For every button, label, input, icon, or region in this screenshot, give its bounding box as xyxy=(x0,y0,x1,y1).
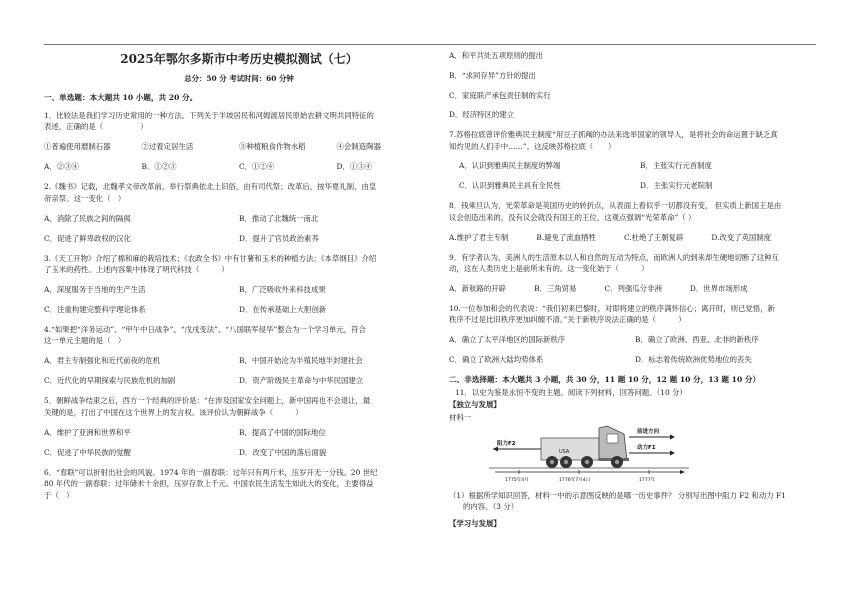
right-column xyxy=(449,50,821,532)
q3-option-c[interactable]: C．注重构建完整科学理论体系 xyxy=(44,305,146,315)
question-3-options xyxy=(44,284,434,315)
q8-option-d[interactable]: D.改变了英国制度 xyxy=(711,232,772,242)
usa-label: USA xyxy=(559,448,570,455)
q5-option-a[interactable]: A．维护了亚洲和世界和平 xyxy=(44,427,131,437)
q2-option-a[interactable]: A．消除了民族之间的隔阂 xyxy=(44,213,131,223)
exam-title: 2025年鄂尔多斯市中考历史模拟测试（七） xyxy=(120,52,358,66)
question-10-options xyxy=(449,334,821,365)
q3-option-d[interactable]: D．在传承基础上大胆创新 xyxy=(239,305,327,315)
q5-option-b[interactable]: B．提高了中国的国际地位 xyxy=(239,427,326,437)
left-column xyxy=(44,50,434,510)
material-1-figure xyxy=(449,424,821,486)
q4-option-c[interactable]: C．近代化的早期探索与民族危机的加剧 xyxy=(44,376,176,386)
material-1-label: 材料一 xyxy=(449,413,472,423)
question-8-stem: 8．钱乘旦认为，光荣革命是英国历史的转折点，从表面上看似乎一切都没有变， 但实质上新国王是由 议会创造出来的，没有议会就没有国王的王位，这观点强调“光荣革命”（ ） xyxy=(449,201,782,222)
q1-item: ①普遍使用磨制石器 xyxy=(44,142,111,152)
question-9-options xyxy=(449,283,821,294)
q9-option-b[interactable]: B．三角贸易 xyxy=(534,283,577,293)
truck-window xyxy=(607,434,618,443)
q10-option-b[interactable]: B．确立了欧洲、西亚、北非的新秩序 xyxy=(635,335,759,344)
q10-option-a[interactable]: A．确立了太平洋地区的国际新秩序 xyxy=(449,335,566,344)
question-2-stem: 2.《魏书》记载，北魏孝文帝改革前，举行祭典依北土旧俗，由有司代祭；改革后，按华夏礼制，由皇 帝亲祭。这一变化（ ） xyxy=(44,182,377,203)
q9-option-a[interactable]: A．新航路的开辟 xyxy=(449,283,507,293)
question-6-stem: 6．“春联”可以折射出社会的风貌。1974 年的一副春联：过年只有两斤米，压岁开无一分钱。20 世纪 80 年代的一副春联：过年储米十余担，压岁存款上千元。中国农民生活发生如此大的变化，主要得益 于（ ） xyxy=(44,467,378,500)
q6-option-b[interactable]: B．“求同存异”方针的提出 xyxy=(449,70,536,80)
direction-label: 前进方向 xyxy=(637,428,660,435)
q6-option-a[interactable]: A．和平共处五项原则的提出 xyxy=(449,51,544,60)
q4-option-a[interactable]: A．君主专制强化和近代前夜的危机 xyxy=(44,356,161,366)
force-f1-label: 动力F1 xyxy=(637,444,656,451)
q10-option-c[interactable]: C．确立了欧洲大陆均势体系 xyxy=(449,355,544,364)
question-4-options xyxy=(44,355,434,386)
q10-option-d[interactable]: D．标志着传统欧洲优势地位的丧失 xyxy=(635,355,752,364)
timeline-label-2: 1776年7月4日 xyxy=(559,477,591,483)
q7-option-d[interactable]: D．主张实行元老院制 xyxy=(640,181,713,191)
question-7-options xyxy=(449,160,821,191)
q1-option-b[interactable]: B．①②③ xyxy=(141,162,177,172)
q8-option-b[interactable]: B.避免了流血牺牲 xyxy=(536,232,596,242)
subheading-learning: 【学习与发展】 xyxy=(449,519,501,529)
question-11-stem: 11．以史为鉴是永恒不变的主题。阅读下列材料，回答问题。（10 分） xyxy=(455,388,687,398)
q6-option-c[interactable]: C．家庭联产承包责任制的实行 xyxy=(449,90,551,100)
question-1-options xyxy=(44,161,434,172)
q4-option-b[interactable]: B．中国开始沦为半殖民地半封建社会 xyxy=(239,356,363,366)
question-6-options xyxy=(449,50,821,121)
q9-option-d[interactable]: D．世界市场形成 xyxy=(689,283,748,293)
subheading-independence: 【独立与发展】 xyxy=(449,399,501,409)
q5-option-d[interactable]: D．改变了中国的落后面貌 xyxy=(239,447,327,457)
question-5-stem: 5．朝鲜战争结束之后，西方一个经典的评价是：“在涉及国家安全问题上，新中国再也不会退让，最 关键的是，打出了中国在这个世界上的发言权。该评价认为朝鲜战争（ ） xyxy=(44,396,371,417)
q7-option-b[interactable]: B．主张实行元首制度 xyxy=(640,161,712,171)
q3-option-b[interactable]: B．广泛吸收外来科技成果 xyxy=(239,285,326,295)
q6-option-d[interactable]: D．经济特区的建立 xyxy=(449,110,515,120)
q7-option-a[interactable]: A．认识到雅典民主制度的弊端 xyxy=(459,161,561,171)
question-1-stem: 1．比较法是我们学习历史常用的一种方法。下列关于半坡居民和河姆渡居民原始农耕文明共同特征的 表述，正确的是（ ） xyxy=(44,110,374,132)
q1-item: ④会制造陶器 xyxy=(336,142,381,152)
q1-option-c[interactable]: C．①②④ xyxy=(239,162,275,172)
section-heading-1: 一、单选题：本大题共 10 小题，共 20 分。 xyxy=(44,93,198,103)
header-rule xyxy=(44,44,816,45)
question-7-stem: 7.苏格拉底曾评价雅典民主制度“用豆子抓阄的办法来选举国家的领导人，是将社会的命运置于缺乏真 知灼见的人们手中……”。这反映苏格拉底（ ） xyxy=(449,130,778,151)
q9-option-c[interactable]: C．列强瓜分非洲 xyxy=(604,283,662,293)
timeline-label-1: 1775年4月 xyxy=(505,477,529,483)
q2-option-c[interactable]: C．促进了鲜卑政权的汉化 xyxy=(44,233,131,243)
question-11-part-1: （1）根据所学知识回答，材料一中的示意图反映的是哪一历史事件？ 分别写出图中阻力 F2 和动力 F1 的内容。（3 分） xyxy=(449,490,786,512)
q1-option-d[interactable]: D．①③④ xyxy=(336,162,372,172)
q5-option-c[interactable]: C．促进了中华民族的觉醒 xyxy=(44,447,131,457)
question-3-stem: 3.《天工开物》介绍了棉和麻的栽培技术；《农政全书》中有甘薯和玉米的种植方法；《本草纲目》介绍 了玉米的药性。上述内容集中体现了明代科技（ ） xyxy=(44,253,377,275)
q4-option-d[interactable]: D．资产阶级民主革命与中华民国建立 xyxy=(239,376,364,386)
question-9-stem: 9．有学者认为，美洲人的生活原本以人和自然的互动为特点，而欧洲人的到来却生硬地切断了这种互 动，这在人类历史上是前所未有的。这一变化始于（ ） xyxy=(449,252,779,273)
q8-option-c[interactable]: C.杜绝了王朝复辟 xyxy=(623,232,684,242)
q1-item: ②过着定居生活 xyxy=(141,142,194,152)
q3-option-a[interactable]: A．深度服务于当地的生产生活 xyxy=(44,285,146,295)
timeline-label-3: 1777年 xyxy=(639,477,656,483)
question-4-stem: 4.“如果把“洋务运动”、“甲午中日战争”、“戊戌变法”、“八国联军侵华”整合为一个学习单元，符合 这一单元主题的是（ ） xyxy=(44,325,366,346)
force-f2-label: 阻力F2 xyxy=(497,440,516,447)
q1-item: ③种植粮食作物水稻 xyxy=(239,142,306,152)
question-2-options xyxy=(44,213,434,244)
exam-subtitle: 总分：50 分 考试时间：60 分钟 xyxy=(184,74,294,83)
question-1-items xyxy=(44,141,434,152)
q7-option-c[interactable]: C．认识到雅典民主具有全民性 xyxy=(459,181,561,191)
q2-option-d[interactable]: D．提升了官员政治素养 xyxy=(239,233,319,243)
question-10-stem: 10.一位参加和会的代表说：“我们初来巴黎时，对即将建立的秩序满怀信心；离开时，则已觉悟，新 秩序不过是比旧秩序更加纠缠不清。”关于新秩序说法正确的是（ ） xyxy=(449,303,775,325)
question-5-options xyxy=(44,427,434,458)
section-heading-2: 二、非选择题：本大题共 3 小题，共 30 分，11 题 10 分，12 题 10 分，13 题 10 分） xyxy=(449,375,761,384)
q8-option-a[interactable]: A.维护了君主专制 xyxy=(449,232,509,242)
question-8-options xyxy=(449,232,821,243)
q1-option-a[interactable]: A．②③④ xyxy=(44,162,79,172)
q2-option-b[interactable]: B．推动了北魏统一南北 xyxy=(239,213,319,223)
